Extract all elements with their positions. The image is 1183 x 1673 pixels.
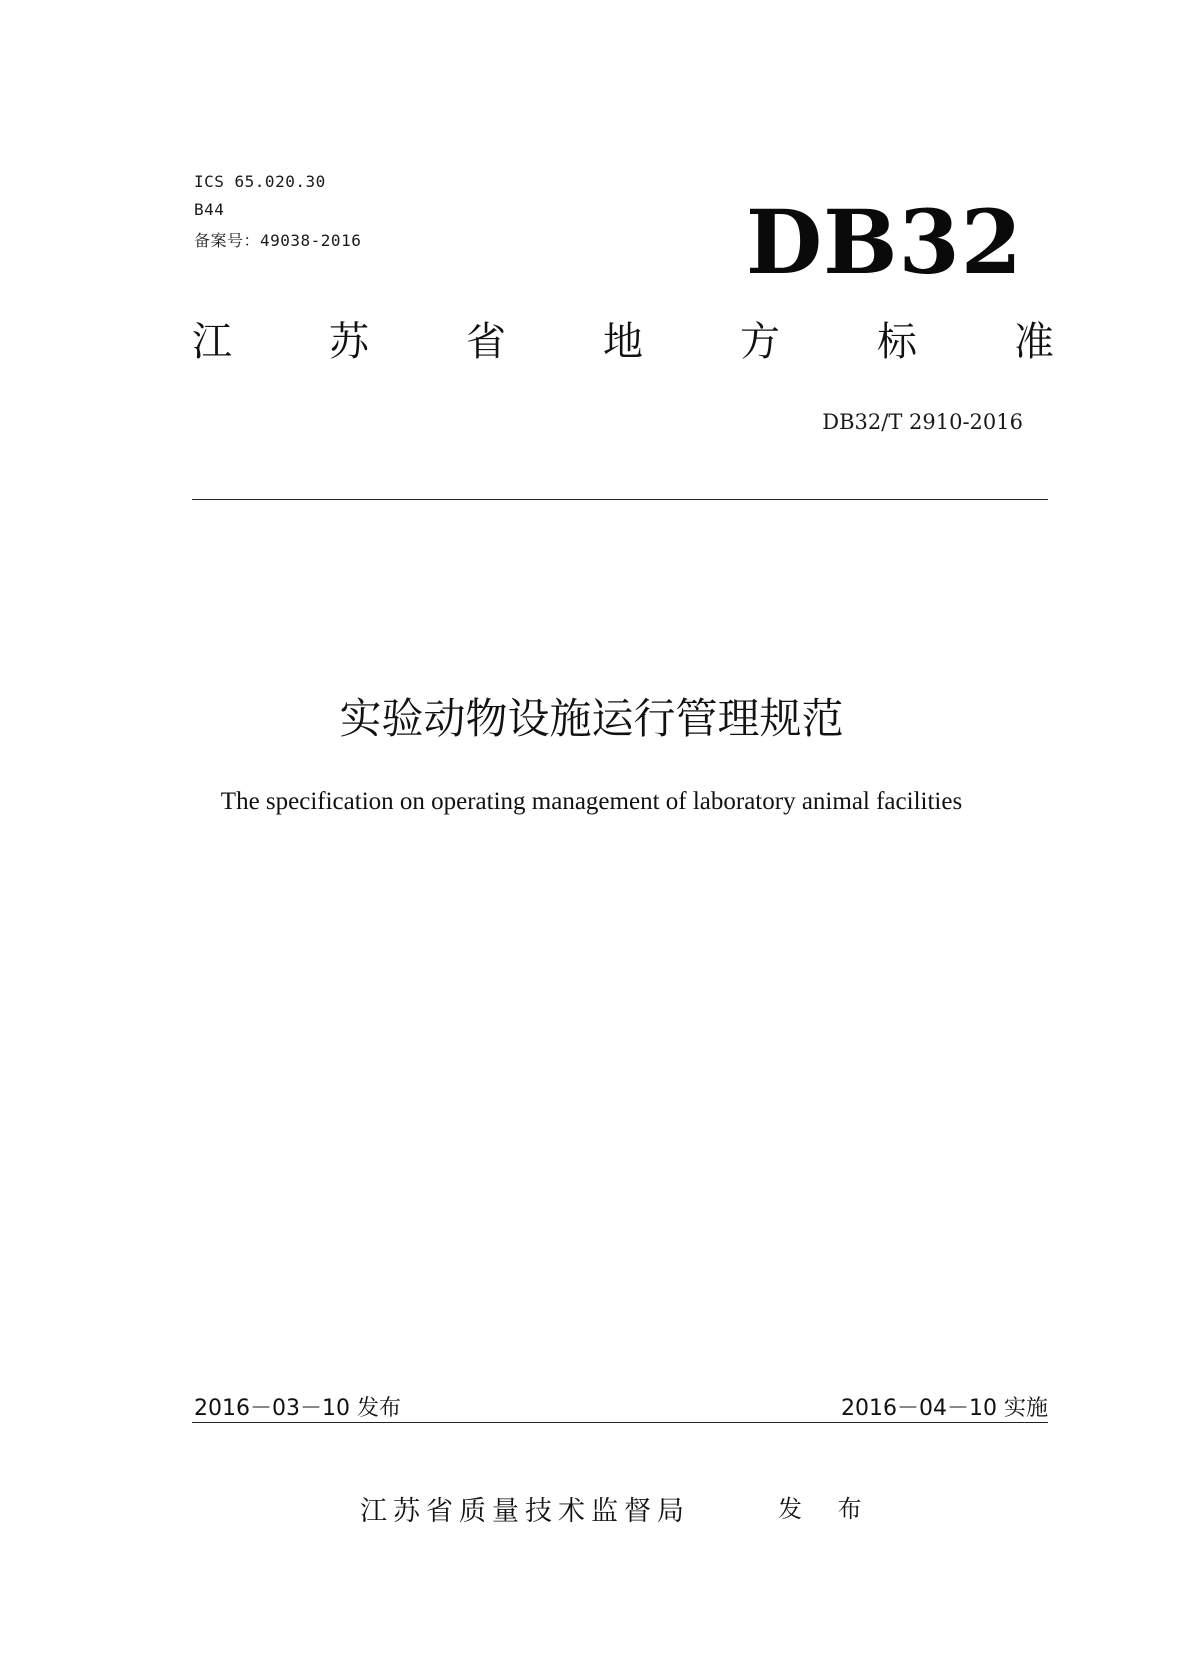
publish-date: 2016－03－10 发布	[194, 1396, 401, 1421]
standard-logo: DB32	[745, 190, 1023, 294]
title-english: The specification on operating management of laboratory animal facilities	[220, 788, 963, 815]
category-char: 标	[877, 319, 917, 365]
top-divider	[192, 499, 1048, 500]
issuer-action: 发 布	[778, 1495, 876, 1523]
issuer-name: 江苏省质量技术监督局	[360, 1496, 690, 1527]
title-chinese: 实验动物设施运行管理规范	[339, 694, 844, 743]
category-char: 地	[603, 319, 643, 365]
category-char: 苏	[329, 319, 369, 365]
category-char: 方	[740, 319, 780, 365]
implement-date: 2016－04－10 实施	[841, 1396, 1048, 1421]
standard-category	[192, 319, 1054, 365]
category-char: 准	[1014, 319, 1054, 365]
category-char: 省	[466, 319, 506, 365]
ccs-code: B44	[194, 200, 225, 219]
standard-number: DB32/T 2910-2016	[822, 410, 1023, 434]
filing-number: 备案号：49038-2016	[194, 231, 362, 250]
ics-code: ICS 65.020.30	[194, 172, 326, 191]
bottom-divider	[192, 1422, 1048, 1423]
category-char: 江	[192, 319, 232, 365]
